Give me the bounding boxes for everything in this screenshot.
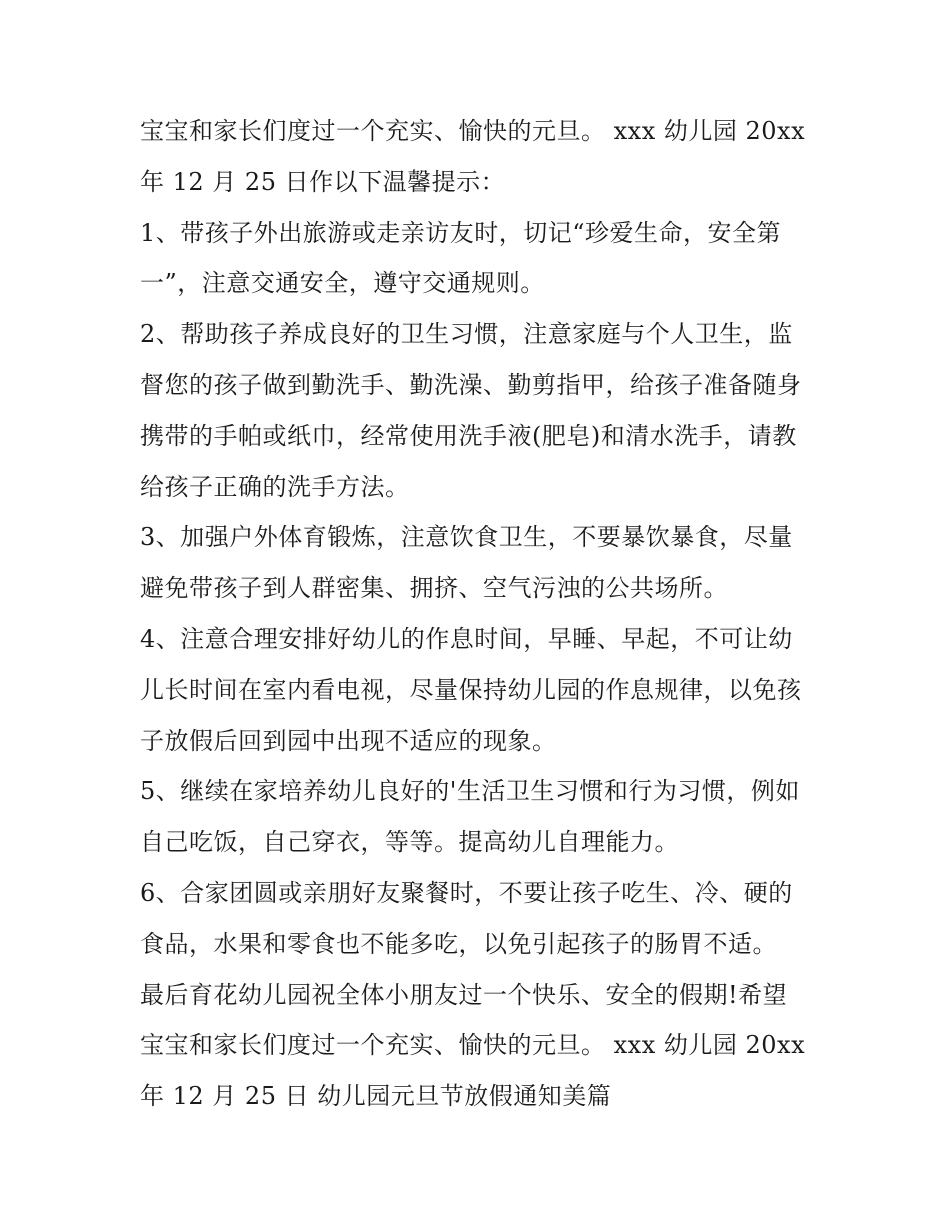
text-line: 1、带孩子外出旅游或走亲访友时，切记“珍爱生命，安全第: [140, 218, 782, 247]
text-line: 给孩子正确的洗手方法。: [140, 472, 410, 501]
text-line: 宝宝和家长们度过一个充实、愉快的元旦。 xxx 幼儿园 20xx: [140, 117, 806, 145]
text-line: 2、帮助孩子养成良好的卫生习惯，注意家庭与个人卫生，监: [140, 320, 793, 349]
text-line: 4、注意合理安排好幼儿的作息时间，早睡、早起，不可让幼: [140, 624, 793, 653]
text-line: 儿长时间在室内看电视，尽量保持幼儿园的作息规律，以免孩: [140, 675, 802, 704]
text-line: 携带的手帕或纸巾，经常使用洗手液(肥皂)和清水洗手，请教: [140, 421, 797, 450]
text-line: 5、继续在家培养幼儿良好的'生活卫生习惯和行为习惯，例如: [140, 777, 800, 806]
document-body: [140, 106, 840, 1122]
text-line: 避免带孩子到人群密集、拥挤、空气污浊的公共场所。: [140, 574, 728, 603]
text-line: 年 12 月 25 日作以下温馨提示：: [140, 167, 506, 196]
text-line: 3、加强户外体育锻炼，注意饮食卫生，不要暴饮暴食，尽量: [140, 523, 793, 552]
text-line: 年 12 月 25 日 幼儿园元旦节放假通知美篇: [140, 1082, 612, 1111]
text-line: 自己吃饭，自己穿衣，等等。提高幼儿自理能力。: [140, 828, 679, 857]
text-line: 子放假后回到园中出现不适应的现象。: [140, 726, 557, 755]
text-line: 最后育花幼儿园祝全体小朋友过一个快乐、安全的假期!希望: [140, 980, 788, 1009]
text-line: 食品，水果和零食也不能多吃，以免引起孩子的肠胃不适。: [140, 929, 777, 958]
text-line: 一”，注意交通安全，遵守交通规则。: [140, 269, 545, 298]
text-line: 6、合家团圆或亲朋好友聚餐时，不要让孩子吃生、冷、硬的: [140, 878, 793, 907]
text-line: 督您的孩子做到勤洗手、勤洗澡、勤剪指甲，给孩子准备随身: [140, 370, 802, 399]
text-line: 宝宝和家长们度过一个充实、愉快的元旦。 xxx 幼儿园 20xx: [140, 1031, 806, 1060]
